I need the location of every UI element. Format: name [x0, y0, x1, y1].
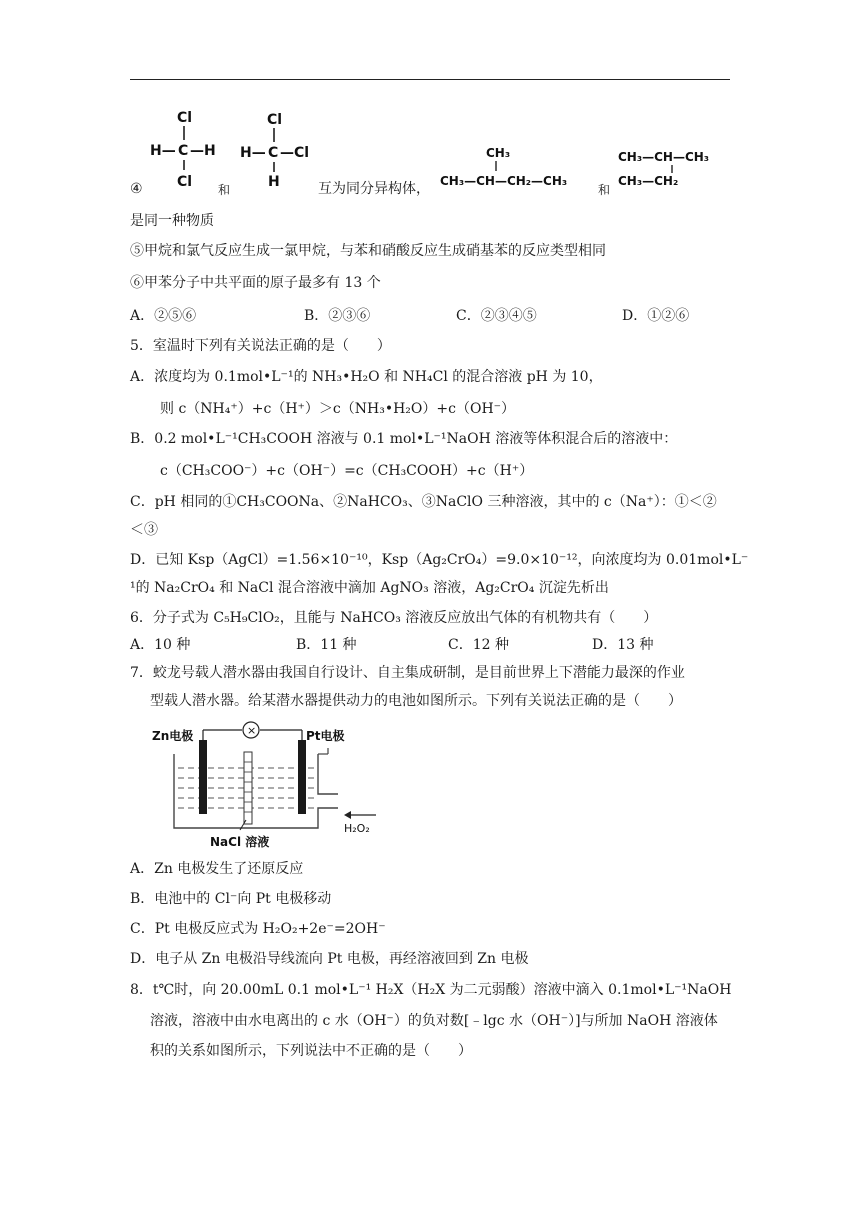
q6-option-b: B．11 种 — [296, 637, 357, 653]
h2o2-label: H₂O₂ — [344, 822, 370, 835]
q5-option-d-line2: ¹的 Na₂CrO₄ 和 NaCl 混合溶液中滴加 AgNO₃ 溶液，Ag₂CrO₄ 沉淀先析出 — [130, 580, 609, 596]
q7-stem-line2: 型载人潜水器。给某潜水器提供动力的电池如图所示。下列有关说法正确的是（ ） — [150, 693, 682, 709]
q4-option-c: C．②③④⑤ — [456, 308, 537, 324]
q4-option-a: A．②⑤⑥ — [130, 308, 197, 324]
q5-option-a-line2: 则 c（NH₄⁺）+c（H⁺）＞c（NH₃•H₂O）+c（OH⁻） — [160, 401, 516, 417]
s3-main: CH₃—CH—CH₂—CH₃ — [440, 174, 568, 188]
header-rule — [130, 79, 730, 80]
s2-bottom: H — [268, 174, 280, 190]
s2-right: —Cl — [280, 145, 310, 161]
q8-stem-line1: 8．t℃时，向 20.00mL 0.1 mol•L⁻¹ H₂X（H₂X 为二元弱酸）溶液中滴入 0.1mol•L⁻¹NaOH — [130, 982, 732, 998]
he-2: 和 — [598, 183, 611, 197]
zn-electrode-label: Zn电极 — [152, 729, 194, 743]
q8-stem-line2: 溶液，溶液中由水电离出的 c 水（OH⁻）的负对数[﹣lgc 水（OH⁻）]与所加 NaOH 溶液体 — [150, 1013, 718, 1029]
butane-structure-1 — [438, 143, 598, 191]
item-4-marker: ④ — [130, 181, 143, 197]
s3-top: CH₃ — [486, 146, 511, 160]
q7-stem-line1: 7．蛟龙号载人潜水器由我国自行设计、自主集成研制，是目前世界上下潜能力最深的作业 — [130, 665, 685, 681]
q5-option-d-line1: D．已知 Ksp（AgCl）=1.56×10⁻¹⁰，Ksp（Ag₂CrO₄）=9.0×10⁻¹²，向浓度均为 0.01mol•L⁻ — [130, 552, 749, 568]
q8-stem-line3: 积的关系如图所示，下列说法中不正确的是（ ） — [150, 1043, 472, 1059]
q5-option-b-line2: c（CH₃COO⁻）+c（OH⁻）=c（CH₃COOH）+c（H⁺） — [160, 463, 534, 479]
s1-bottom: Cl — [177, 174, 193, 190]
s1-c: C — [178, 143, 189, 159]
q7-option-a: A．Zn 电极发生了还原反应 — [130, 861, 304, 877]
q5-option-c-line1: C．pH 相同的①CH₃COONa、②NaHCO₃、③NaClO 三种溶液，其中的 c（Na⁺）：①＜② — [130, 494, 717, 510]
pt-electrode-label: Pt电极 — [306, 729, 345, 743]
q4-option-d: D．①②⑥ — [622, 308, 690, 324]
item-6: ⑥甲苯分子中共平面的原子最多有 13 个 — [130, 275, 381, 291]
nacl-solution-label: NaCl 溶液 — [210, 835, 270, 849]
q5-option-a-line1: A．浓度均为 0.1mol•L⁻¹的 NH₃•H₂O 和 NH₄Cl 的混合溶液 pH 为 10， — [130, 369, 603, 385]
s2-top: Cl — [267, 112, 283, 128]
s2-left: H— — [240, 145, 266, 161]
q7-option-d: D．电子从 Zn 电极沿导线流向 Pt 电极，再经溶液回到 Zn 电极 — [130, 951, 529, 967]
battery-diagram — [148, 718, 378, 852]
s1-right: —H — [190, 143, 216, 159]
q6-option-a: A．10 种 — [130, 637, 191, 653]
q4-option-b: B．②③⑥ — [304, 308, 371, 324]
dichloromethane-structure-2 — [238, 110, 318, 190]
s1-top: Cl — [177, 110, 193, 126]
meter-symbol: × — [247, 724, 257, 737]
s2-c: C — [268, 145, 279, 161]
q5-option-b-line1: B．0.2 mol•L⁻¹CH₃COOH 溶液与 0.1 mol•L⁻¹NaOH 溶液等体积混合后的溶液中： — [130, 431, 678, 447]
q7-option-b: B．电池中的 Cl⁻向 Pt 电极移动 — [130, 891, 332, 907]
q6-option-c: C．12 种 — [448, 637, 509, 653]
q5-stem: 5．室温时下列有关说法正确的是（ ） — [130, 338, 391, 354]
item-5: ⑤甲烷和氯气反应生成一氯甲烷，与苯和硝酸反应生成硝基苯的反应类型相同 — [130, 243, 606, 259]
isomer-text: 互为同分异构体， — [318, 181, 430, 197]
s4-top: CH₃—CH—CH₃ — [618, 150, 710, 164]
butane-structure-2 — [616, 143, 736, 191]
s1-left: H— — [150, 143, 176, 159]
q6-stem: 6．分子式为 C₅H₉ClO₂，且能与 NaHCO₃ 溶液反应放出气体的有机物共有（ ） — [130, 610, 658, 626]
q6-option-d: D．13 种 — [592, 637, 654, 653]
he-1: 和 — [218, 183, 231, 197]
same-substance-text: 是同一种物质 — [130, 213, 214, 229]
s4-bottom: CH₃—CH₂ — [618, 174, 679, 188]
dichloromethane-structure — [148, 108, 218, 190]
q7-option-c: C．Pt 电极反应式为 H₂O₂+2e⁻=2OH⁻ — [130, 921, 386, 937]
q5-option-c-line2: ＜③ — [130, 522, 158, 538]
